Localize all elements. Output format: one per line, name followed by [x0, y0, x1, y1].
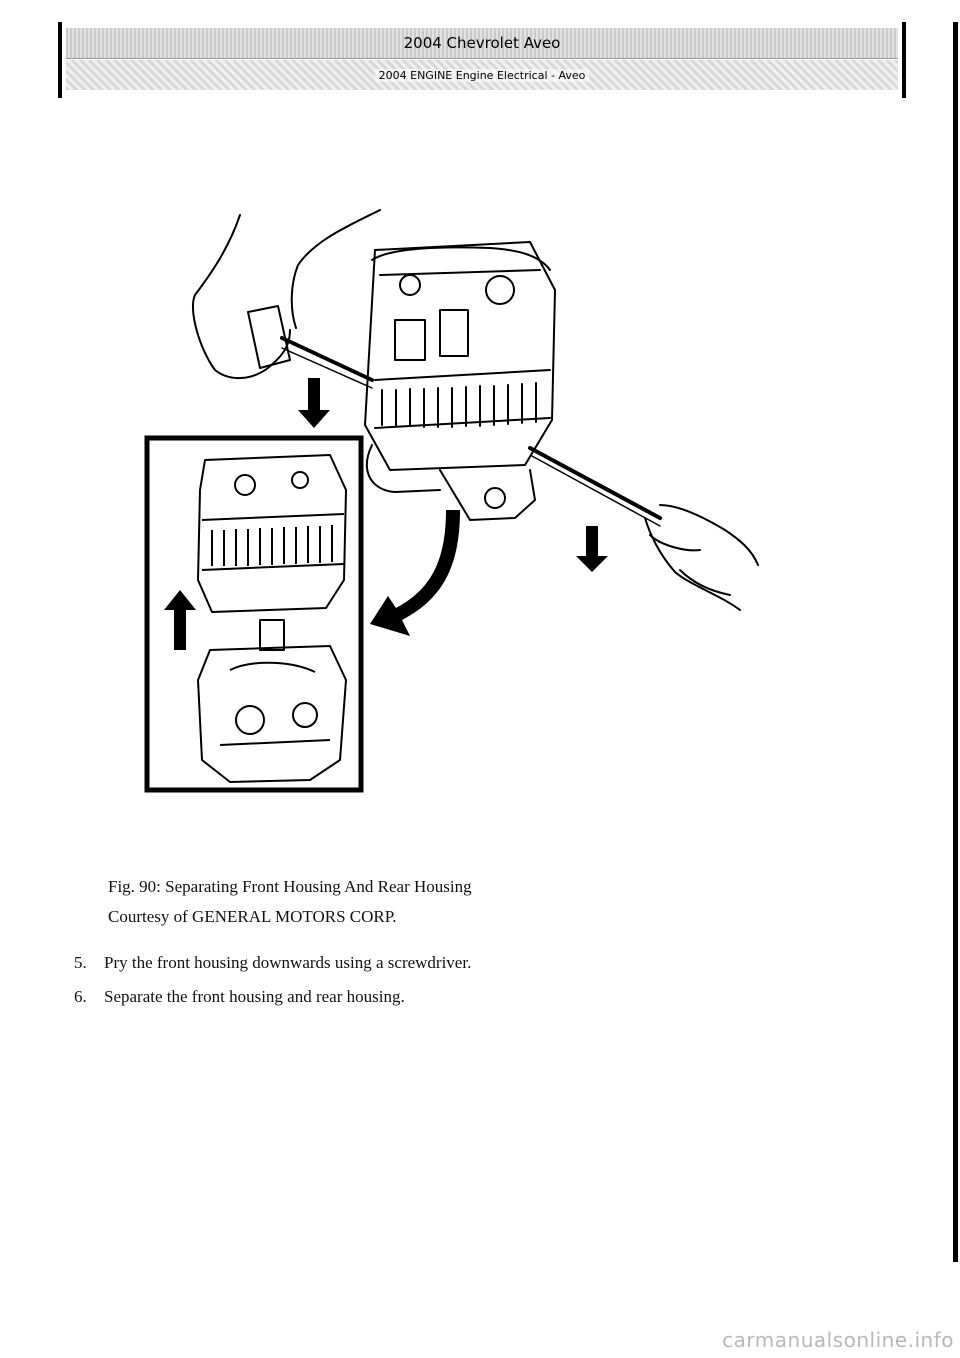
procedure-step	[74, 980, 471, 1014]
document-subtitle: 2004 ENGINE Engine Electrical - Aveo	[375, 69, 590, 82]
down-arrow-left	[298, 378, 330, 428]
curved-arrow	[370, 510, 460, 636]
header-title-band	[66, 28, 898, 59]
figure-caption-credit: Courtesy of GENERAL MOTORS CORP.	[108, 907, 397, 926]
up-arrow	[164, 590, 196, 650]
page-right-rule	[953, 22, 958, 1262]
step-number: 5.	[74, 953, 87, 972]
figure-caption-title: Fig. 90: Separating Front Housing And Rear Housing	[108, 877, 472, 896]
document-title: 2004 Chevrolet Aveo	[403, 34, 561, 52]
header-left-rule	[58, 22, 62, 98]
alternator-assembled	[365, 242, 555, 520]
procedure-step	[74, 946, 471, 980]
down-arrow-right	[576, 526, 608, 572]
procedure-steps	[74, 946, 471, 1014]
right-hand-screwdriver	[530, 448, 758, 610]
figure-caption	[108, 872, 472, 932]
header-subtitle-band	[66, 60, 898, 90]
alternator-illustration	[140, 200, 760, 800]
step-text: Separate the front housing and rear housing.	[104, 987, 405, 1006]
page-header	[58, 22, 906, 98]
header-right-rule	[902, 22, 906, 98]
alternator-separated	[198, 455, 346, 782]
step-number: 6.	[74, 987, 87, 1006]
step-text: Pry the front housing downwards using a screwdriver.	[104, 953, 472, 972]
left-hand-screwdriver	[193, 210, 380, 388]
watermark: carmanualsonline.info	[722, 1328, 954, 1352]
